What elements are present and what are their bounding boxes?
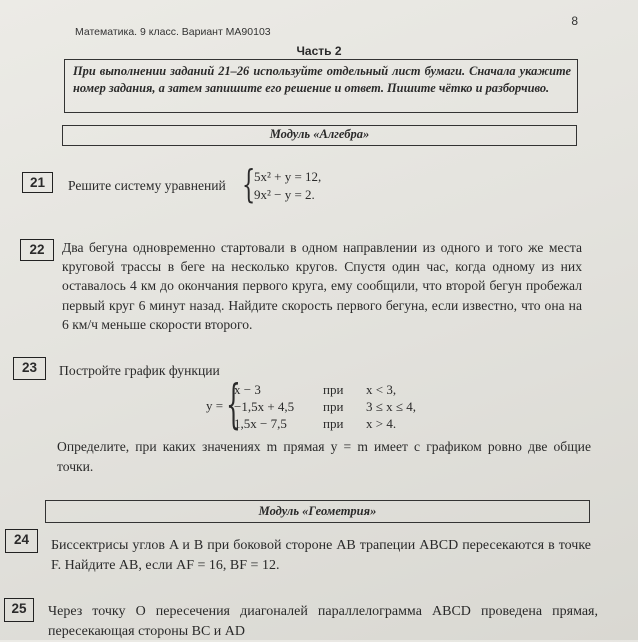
piece-3-cond: x > 4.: [366, 416, 397, 431]
piece-2-cond: 3 ≤ x ≤ 4,: [366, 399, 417, 414]
task-25-text: Через точку O пересечения диагоналей параллелограмма ABCD проведена прямая, пересекающая стороны BC и AD: [48, 604, 598, 639]
task-21-number: 21: [22, 172, 53, 193]
task-23-piecewise-function: [206, 375, 446, 435]
task-25-number: 25: [4, 598, 34, 622]
instructions-box: При выполнении заданий 21–26 используйте отдельный лист бумаги. Сначала укажите номер задания, а затем запишите его решение и ответ. Пишите чётко и разборчиво.: [64, 59, 578, 113]
task-23-text: Постройте график функции: [59, 363, 220, 378]
piece-2-word: при: [323, 399, 344, 414]
module-algebra-title: Модуль «Алгебра»: [62, 125, 577, 146]
system-brace: {: [242, 162, 256, 206]
module-geometry-title: Модуль «Геометрия»: [45, 500, 590, 523]
task-21-system: [242, 162, 362, 207]
task-22-text: Два бегуна одновременно стартовали в одном направлении из одного и того же места круговой трассы в беге на несколько кругов. Спустя один час, когда одному из них оставалось 4 км до окончания первого круга, ему сообщили, что второй бегун пробежал первый круг 6 минут назад. Найдите скорость первого бегуна, если известно, что она на 6 км/ч меньше скорости второго.: [62, 240, 582, 332]
task-24-text: Биссектрисы углов A и B при боковой стороне AB трапеции ABCD пересекаются в точке F. Найдите AB, если AF = 16, BF = 12.: [51, 538, 591, 573]
task-23-number: 23: [13, 357, 46, 380]
piece-1-word: при: [323, 382, 344, 397]
part-title: Часть 2: [296, 44, 342, 58]
piecewise-brace: {: [226, 375, 241, 435]
piece-2-expr: −1,5x + 4,5: [234, 399, 295, 414]
piece-3-word: при: [323, 416, 344, 431]
piece-1-expr: x − 3: [234, 382, 261, 397]
task-22-number: 22: [20, 239, 54, 261]
task-24-number: 24: [5, 529, 38, 553]
piecewise-y-label: y =: [206, 398, 224, 413]
task-21-eq2: 9x² − y = 2.: [254, 187, 315, 202]
task-23-question: Определите, при каких значениях m прямая y = m имеет с графиком ровно две общие точки.: [57, 439, 591, 474]
piece-1-cond: x < 3,: [366, 382, 397, 397]
task-21-text: Решите систему уравнений: [68, 178, 226, 193]
page-number: 8: [571, 14, 578, 28]
page-header: Математика. 9 класс. Вариант МА90103: [75, 26, 271, 38]
piece-3-expr: 1,5x − 7,5: [234, 416, 287, 431]
task-21-eq1: 5x² + y = 12,: [254, 169, 322, 184]
